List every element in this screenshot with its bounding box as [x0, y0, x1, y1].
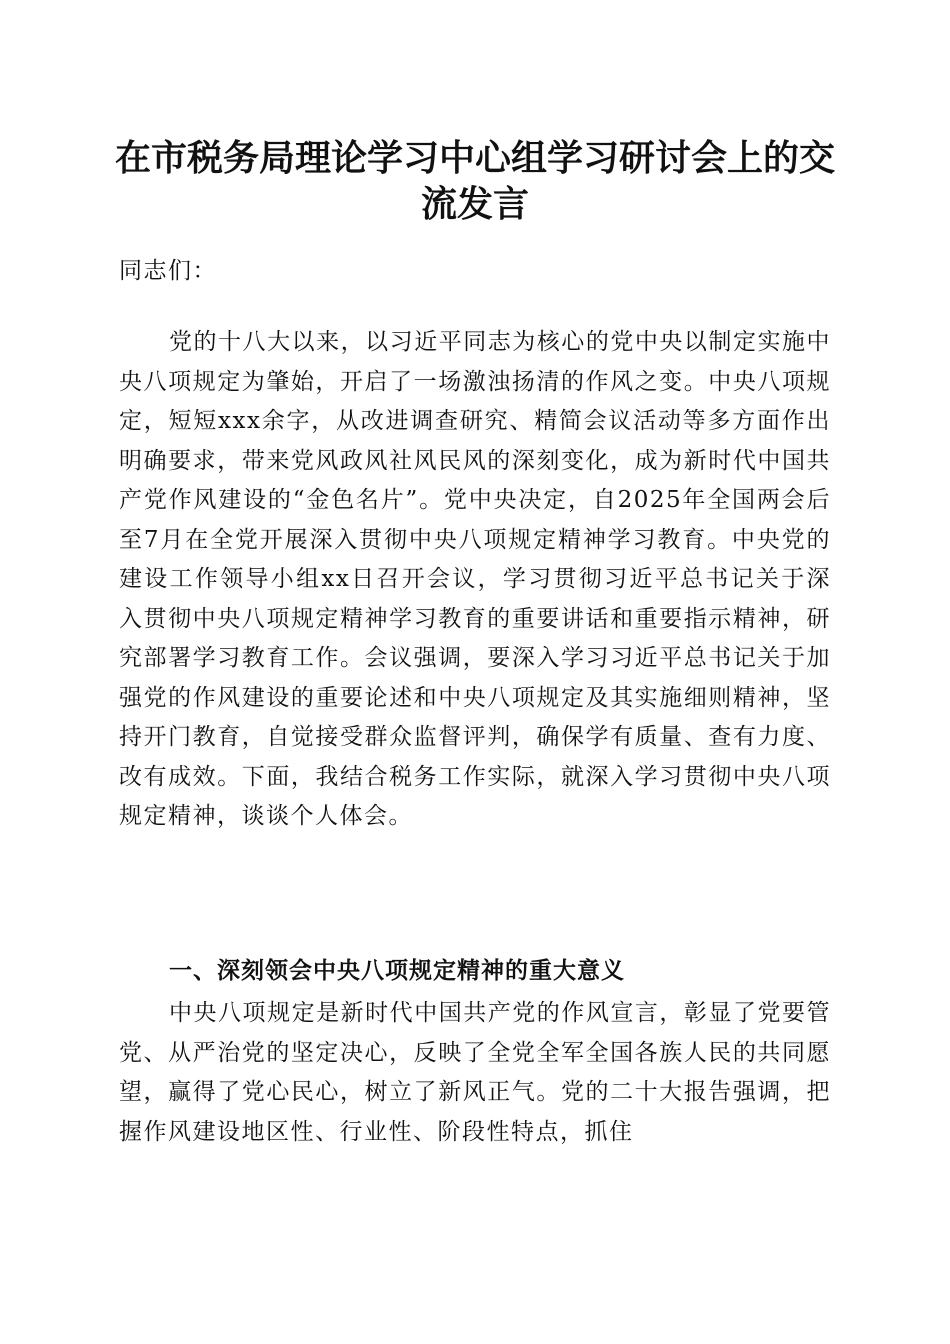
document-title: 在市税务局理论学习中心组学习研讨会上的交流发言: [114, 137, 835, 225]
salutation: 同志们：: [119, 258, 217, 284]
body-paragraph-2: 中央八项规定是新时代中国共产党的作风宣言，彰显了党要管党、从严治党的坚定决心，反映了全党全军全国各族人民的共同愿望，赢得了党心民心，树立了新风正气。党的二十大报告强调，把握作风建设地区性、行业性、阶段性特点，抓住: [119, 1000, 831, 1145]
section-heading-1: 一、深刻领会中央八项规定精神的重大意义: [169, 958, 625, 984]
body-paragraph-1: 党的十八大以来，以习近平同志为核心的党中央以制定实施中央八项规定为肇始，开启了一场激浊扬清的作风之变。中央八项规定，短短xxx余字，从改进调查研究、精简会议活动等多方面作出明确要求，带来党风政风社风民风的深刻变化，成为新时代中国共产党作风建设的“金色名片”。党中央决定，自2025年全国两会后至7月在全党开展深入贯彻中央八项规定精神学习教育。中央党的建设工作领导小组xx日召开会议，学习贯彻习近平总书记关于深入贯彻中央八项规定精神学习教育的重要讲话和重要指示精神，研究部署学习教育工作。会议强调，要深入学习习近平总书记关于加强党的作风建设的重要论述和中央八项规定及其实施细则精神，坚持开门教育，自觉接受群众监督评判，确保学有质量、查有力度、改有成效。下面，我结合税务工作实际，就深入学习贯彻中央八项规定精神，谈谈个人体会。: [119, 329, 831, 829]
